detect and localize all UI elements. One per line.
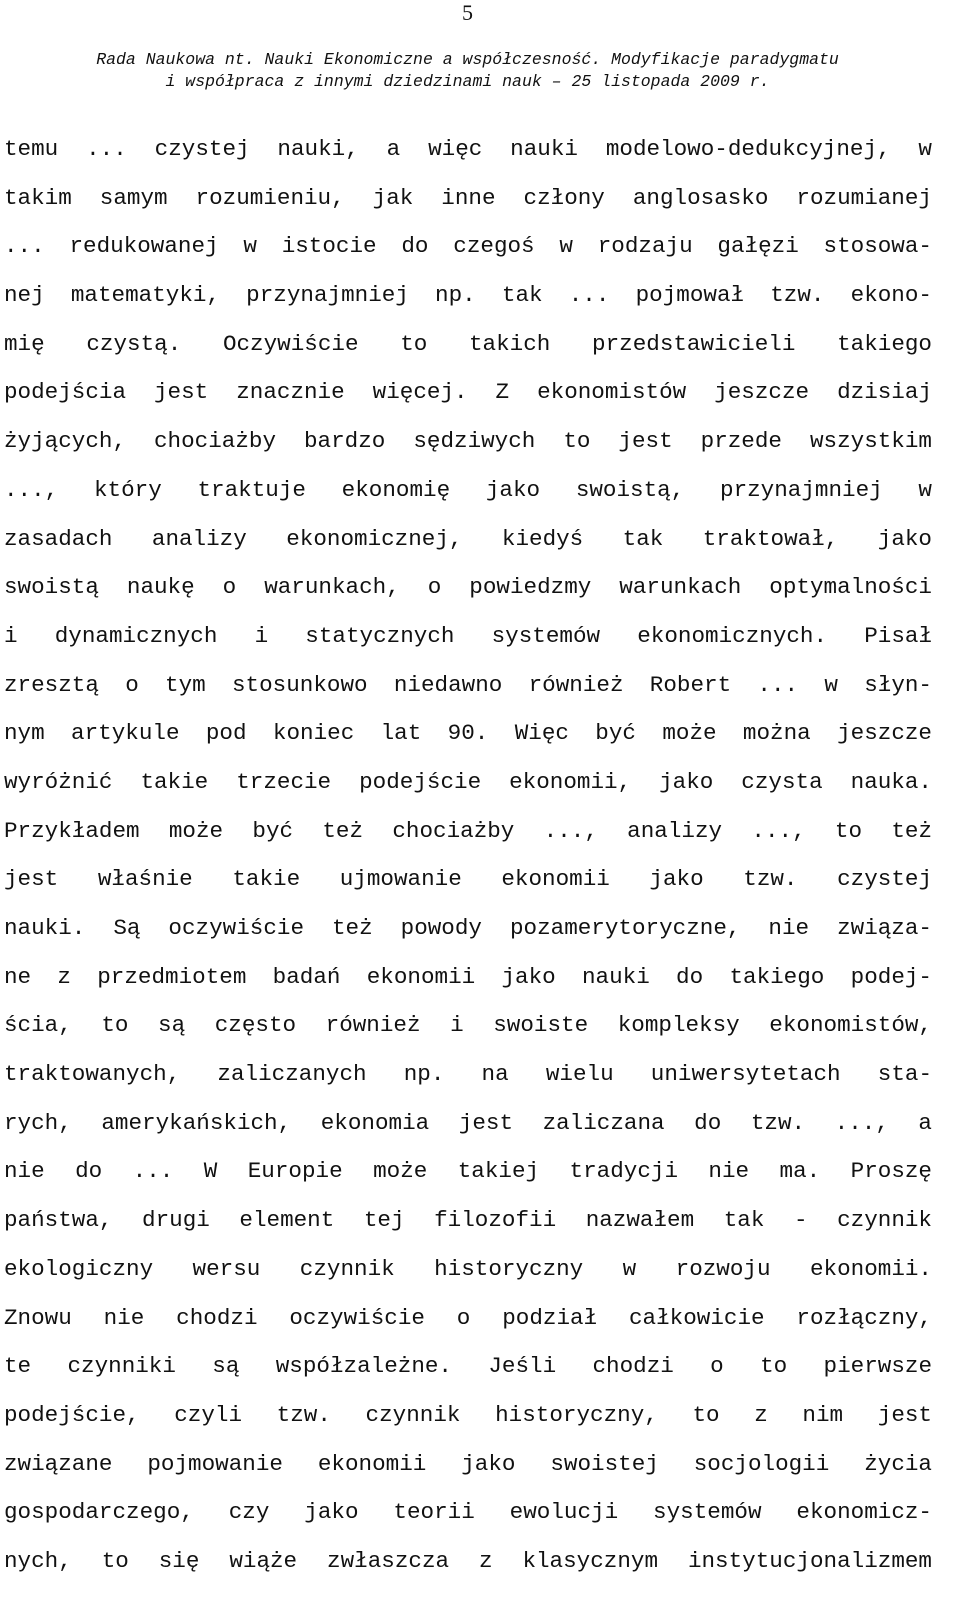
text-line: nauki. Są oczywiście też powody pozamerytoryczne, nie związa-	[4, 915, 932, 941]
running-header-line-2: i współpraca z innymi dziedzinami nauk – 25 listopada 2009 r.	[165, 72, 770, 91]
running-header-line-1: Rada Naukowa nt. Nauki Ekonomiczne a współczesność. Modyfikacje paradygmatu	[96, 50, 839, 69]
text-line: traktowanych, zaliczanych np. na wielu uniwersytetach sta-	[4, 1061, 932, 1088]
text-line: nej matematyki, przynajmniej np. tak ... pojmował tzw. ekono-	[4, 282, 932, 309]
text-line: żyjących, chociażby bardzo sędziwych to jest przede wszystkim	[4, 428, 932, 455]
body-text	[4, 125, 932, 1586]
text-line: temu ... czystej nauki, a więc nauki modelowo-dedukcyjnej, w	[4, 136, 932, 162]
text-line: rych, amerykańskich, ekonomia jest zaliczana do tzw. ..., a	[4, 1109, 932, 1136]
text-line: swoistą naukę o warunkach, o powiedzmy warunkach optymalności	[4, 574, 932, 601]
text-line: ekologiczny wersu czynnik historyczny w rozwoju ekonomii.	[4, 1255, 932, 1282]
running-header	[0, 49, 935, 93]
text-line: zresztą o tym stosunkowo niedawno również Robert ... w słyn-	[4, 671, 932, 698]
text-line: Przykładem może być też chociażby ..., analizy ..., to też	[4, 817, 932, 844]
text-line: podejście, czyli tzw. czynnik historyczny, to z nim jest	[4, 1401, 932, 1428]
text-line: mię czystą. Oczywiście to takich przedstawicieli takiego	[4, 330, 932, 357]
text-line: te czynniki są współzależne. Jeśli chodzi o to pierwsze	[4, 1353, 932, 1380]
text-line: podejścia jest znacznie więcej. Z ekonomistów jeszcze dzisiaj	[4, 379, 932, 406]
text-line: gospodarczego, czy jako teorii ewolucji systemów ekonomicz-	[4, 1499, 932, 1526]
text-line: zasadach analizy ekonomicznej, kiedyś tak traktował, jako	[4, 525, 932, 552]
text-line: Znowu nie chodzi oczywiście o podział całkowicie rozłączny,	[4, 1304, 932, 1331]
page-number: 5	[462, 0, 473, 25]
text-line: ... redukowanej w istocie do czegoś w rodzaju gałęzi stosowa-	[4, 233, 932, 260]
text-line: nie do ... W Europie może takiej tradycji nie ma. Proszę	[4, 1158, 932, 1185]
text-line: ..., który traktuje ekonomię jako swoistą, przynajmniej w	[4, 476, 932, 503]
text-line: ścia, to są często również i swoiste kompleksy ekonomistów,	[4, 1012, 932, 1039]
text-line: wyróżnić takie trzecie podejście ekonomii, jako czysta nauka.	[4, 768, 932, 795]
text-line: jest właśnie takie ujmowanie ekonomii jako tzw. czystej	[4, 866, 932, 893]
text-line: i dynamicznych i statycznych systemów ekonomicznych. Pisał	[4, 622, 932, 649]
text-line: nym artykule pod koniec lat 90. Więc być może można jeszcze	[4, 720, 932, 747]
text-line: nych, to się wiąże zwłaszcza z klasycznym instytucjonalizmem	[4, 1547, 932, 1574]
text-line: związane pojmowanie ekonomii jako swoistej socjologii życia	[4, 1450, 932, 1477]
text-line: takim samym rozumieniu, jak inne człony anglosasko rozumianej	[4, 184, 932, 211]
text-line: państwa, drugi element tej filozofii nazwałem tak - czynnik	[4, 1207, 932, 1234]
text-line: ne z przedmiotem badań ekonomii jako nauki do takiego podej-	[4, 963, 932, 990]
